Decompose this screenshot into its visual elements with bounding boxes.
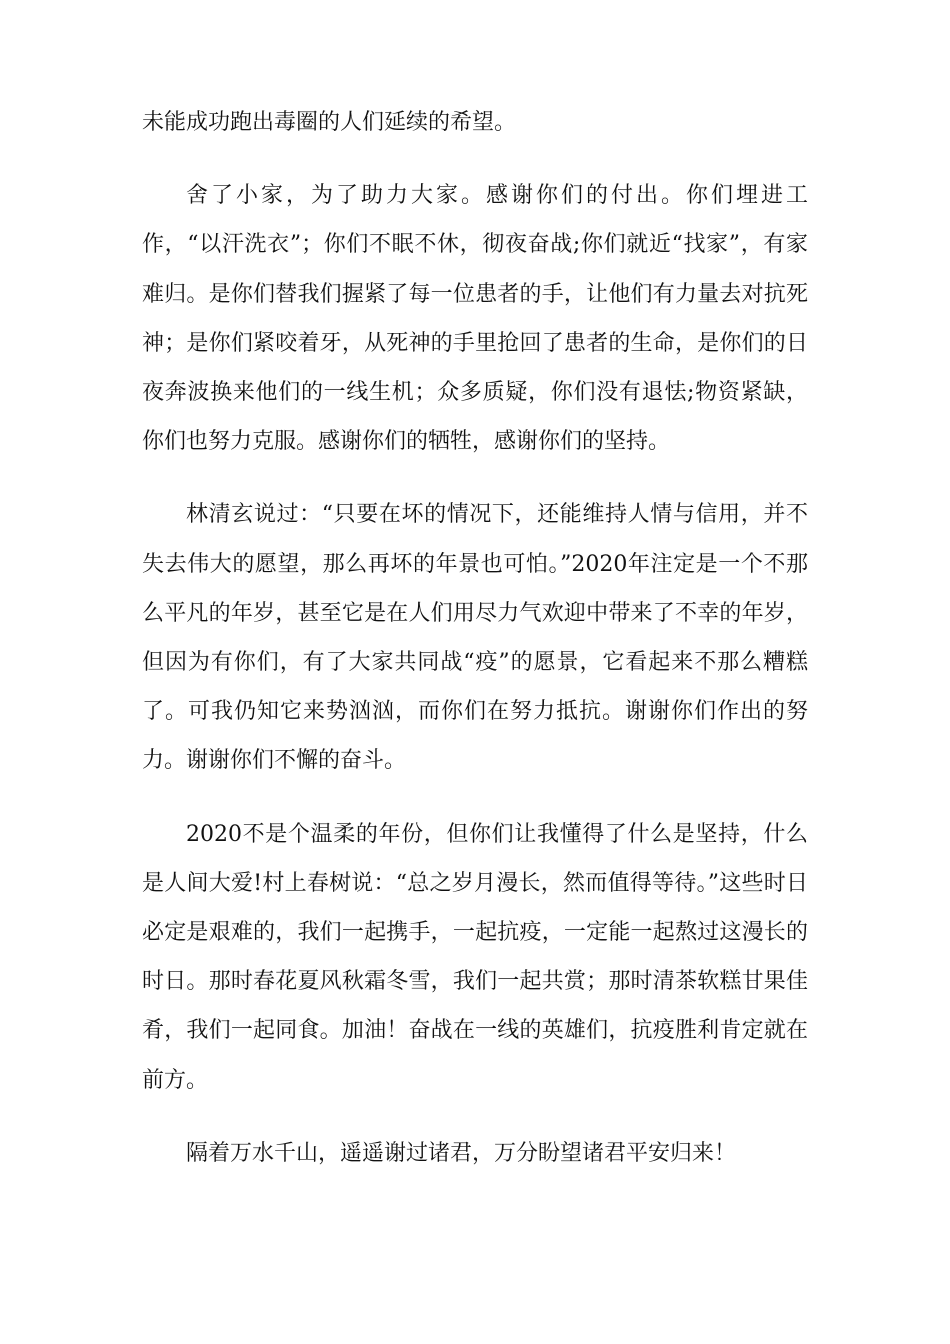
- paragraph-1: 未能成功跑出毒圈的人们延续的希望。: [142, 110, 517, 135]
- document-body: [142, 98, 808, 1178]
- paragraph-3: 林清玄说过：“只要在坏的情况下，还能维持人情与信用，并不失去伟大的愿望，那么再坏的年景也可怕。”2020年注定是一个不那么平凡的年岁，甚至它是在人们用尽力气欢迎中带来了不幸的年岁，但因为有你们，有了大家共同战“疫”的愿景，它看起来不那么糟糕了。可我仍知它来势汹汹，而你们在努力抵抗。谢谢你们作出的努力。谢谢你们不懈的奋斗。: [142, 502, 808, 774]
- paragraph-4: 2020不是个温柔的年份，但你们让我懂得了什么是坚持，什么是人间大爱!村上春树说：“总之岁月漫长，然而值得等待。”这些时日必定是艰难的，我们一起携手，一起抗疫，一定能一起熬过这漫长的时日。那时春花夏风秋霜冬雪，我们一起共赏；那时清茶软糕甘果佳肴，我们一起同食。加油！奋战在一线的英雄们，抗疫胜利肯定就在前方。: [142, 821, 808, 1093]
- paragraph-5: 隔着万水千山，遥遥谢过诸君，万分盼望诸君平安归来！: [186, 1140, 737, 1166]
- paragraph-2: 舍了小家，为了助力大家。感谢你们的付出。你们埋进工作，“以汗洗衣”；你们不眠不休，彻夜奋战;你们就近“找家”，有家难归。是你们替我们握紧了每一位患者的手，让他们有力量去对抗死神；是你们紧咬着牙，从死神的手里抢回了患者的生命，是你们的日夜奔波换来他们的一线生机；众多质疑，你们没有退怯;物资紧缺，你们也努力克服。感谢你们的牺牲，感谢你们的坚持。: [142, 183, 808, 455]
